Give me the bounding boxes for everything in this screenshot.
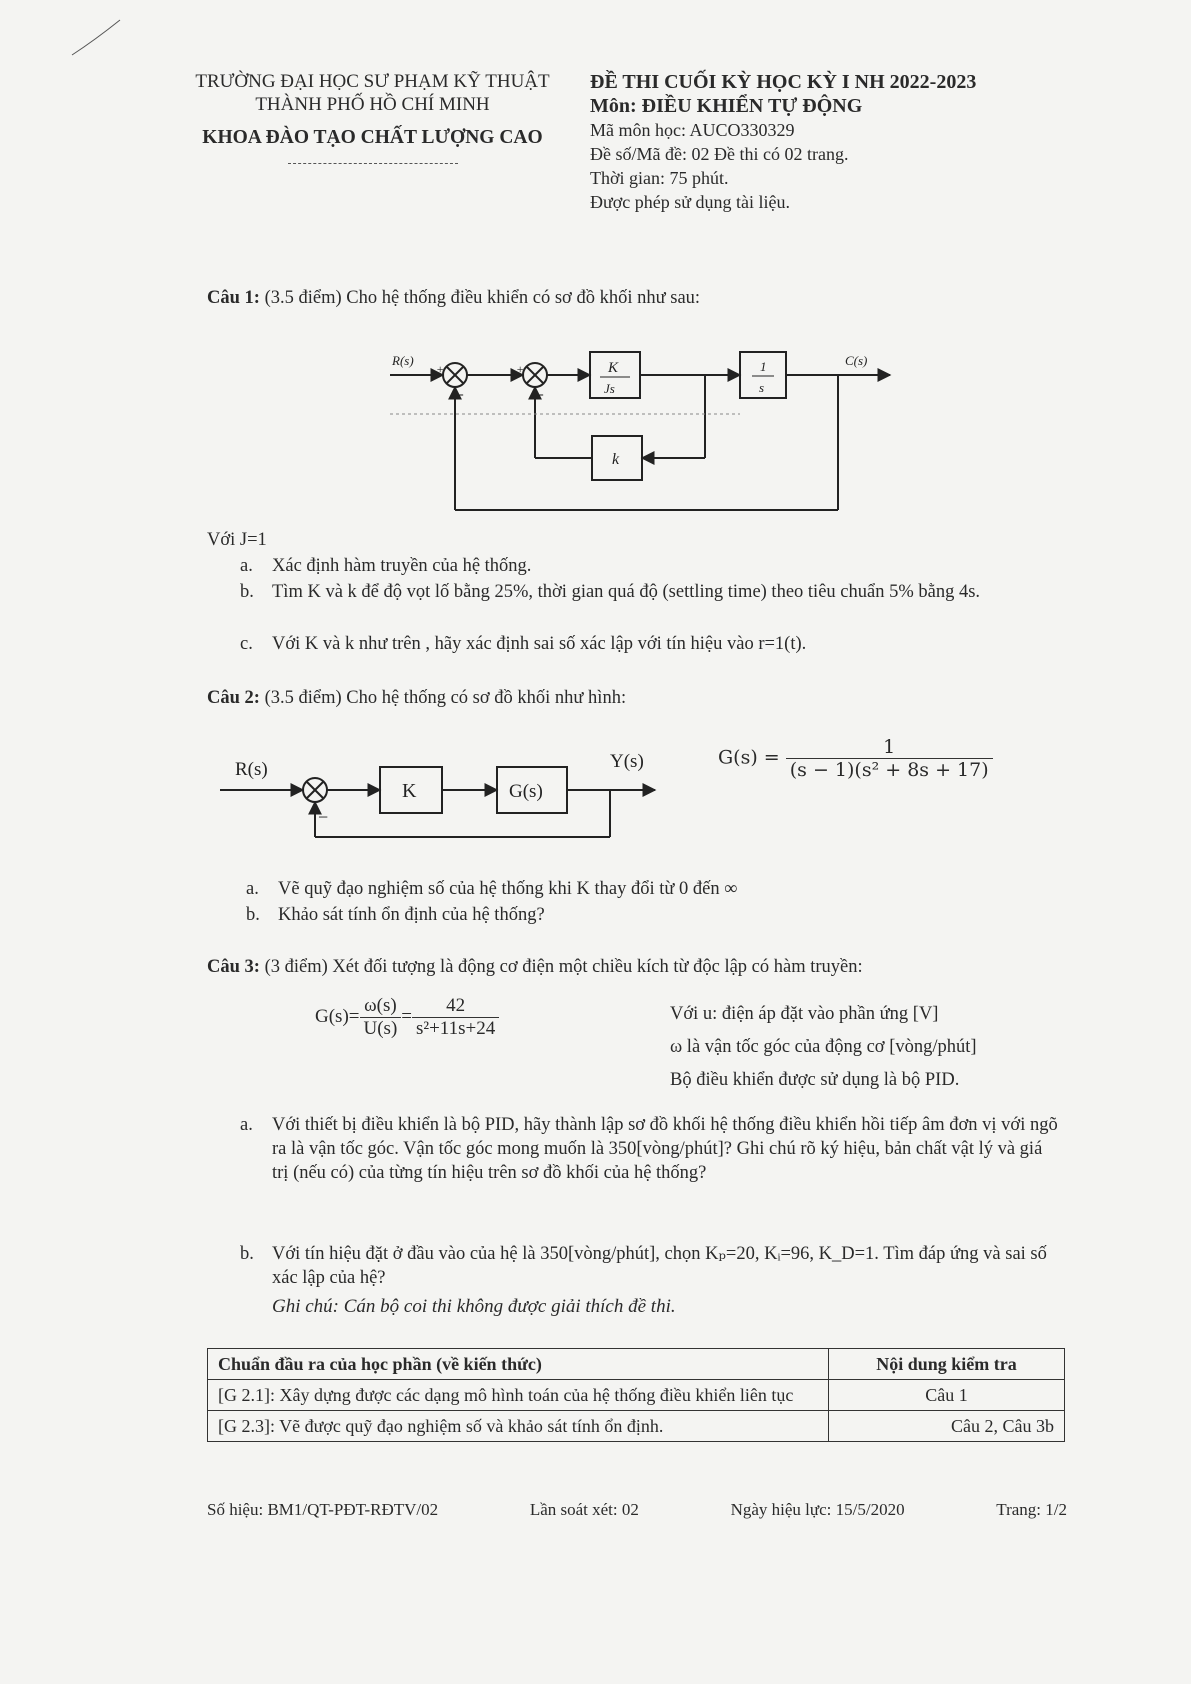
pen-mark: [70, 10, 130, 60]
page-footer: [207, 1500, 1067, 1520]
q2-eq-num: 1: [786, 736, 993, 759]
q2-title: Câu 2:: [207, 688, 260, 708]
q2-block-diagram: [215, 745, 665, 845]
item-text: Với thiết bị điều khiển là bộ PID, hãy thành lập sơ đồ khối hệ thống điều khiển hồi tiếp âm đơn vị với ngõ ra là vận tốc góc. Vận tốc góc mong muốn là 350[vòng/phút]? Ghi chú rõ ký hiệu, bản chất vật lý và giá trị (nếu có) của từng tín hiệu trên sơ đồ khối của hệ thống?: [272, 1115, 1058, 1183]
q2-input-label: R(s): [235, 759, 268, 780]
table-header-row: [208, 1349, 1065, 1380]
item-text: Xác định hàm truyền của hệ thống.: [272, 556, 532, 576]
table-header: Chuẩn đầu ra của học phần (về kiến thức): [208, 1349, 829, 1380]
q2-equation: [718, 736, 993, 781]
q1-input-label: R(s): [392, 353, 414, 368]
q1-block-diagram: [390, 340, 910, 520]
q2-eq-lhs: G(s) =: [718, 746, 780, 769]
q1-given: Với J=1: [207, 530, 267, 550]
q1-feedback-k: k: [612, 451, 620, 468]
q3-prompt: [207, 955, 1067, 979]
q2-block-k: K: [402, 780, 417, 802]
school-header: [170, 70, 575, 164]
footer-doc-no: Số hiệu: BM1/QT-PĐT-RĐTV/02: [207, 1500, 439, 1519]
q1-block2-num: 1: [760, 359, 767, 374]
item-label: c.: [240, 634, 253, 654]
q3-notes: [670, 998, 1070, 1097]
item-label: a.: [240, 556, 253, 576]
header-divider: [288, 163, 458, 164]
q1-output-label: C(s): [845, 353, 868, 368]
table-cell: [G 2.3]: Vẽ được quỹ đạo nghiệm số và khảo sát tính ổn định.: [208, 1411, 829, 1442]
q3-item-a: [240, 1113, 1066, 1185]
table-cell: Câu 2, Câu 3b: [829, 1411, 1065, 1442]
q3-frac1-num: ω(s): [360, 995, 402, 1018]
q1-title: Câu 1:: [207, 288, 260, 308]
footer-page-number: Trang: 1/2: [996, 1500, 1067, 1519]
item-label: b.: [240, 1244, 254, 1264]
q3-text: Xét đối tượng là động cơ điện một chiều kích từ độc lập có hàm truyền:: [332, 957, 863, 977]
q3-eq-sign: =: [401, 1005, 412, 1027]
q3-item-b: [240, 1242, 1066, 1290]
q3-eq-lhs: G(s)=: [315, 1005, 360, 1027]
q3-equation: [315, 995, 499, 1040]
materials-note: Được phép sử dụng tài liệu.: [590, 192, 790, 212]
q1-item-a: [240, 554, 1066, 578]
q2-item-b: [246, 903, 1072, 927]
table-header: Nội dung kiểm tra: [829, 1349, 1065, 1380]
q2-output-label: Y(s): [610, 751, 644, 772]
exam-title: ĐỀ THI CUỐI KỲ HỌC KỲ I NH 2022-2023: [590, 71, 977, 93]
item-text: Tìm K và k để độ vọt lố bằng 25%, thời gian quá độ (settling time) theo tiêu chuẩn 5% bằng 4s.: [272, 582, 981, 602]
q3-title: Câu 3:: [207, 957, 260, 977]
q3-frac2-num: 42: [412, 995, 499, 1018]
outcomes-table: [207, 1348, 1065, 1442]
q1-block1-num: K: [608, 360, 619, 376]
q3-note-omega: ω là vận tốc góc của động cơ [vòng/phút]: [670, 1037, 977, 1057]
item-label: a.: [246, 879, 259, 899]
item-label: b.: [240, 582, 254, 602]
subject: Môn: ĐIỀU KHIỂN TỰ ĐỘNG: [590, 95, 863, 117]
q2-block-g: G(s): [509, 781, 543, 802]
exam-header: [590, 70, 1070, 214]
school-line2: THÀNH PHỐ HỒ CHÍ MINH: [255, 94, 490, 115]
q1-points: (3.5 điểm): [264, 288, 342, 308]
footer-effective-date: Ngày hiệu lực: 15/5/2020: [730, 1500, 905, 1519]
q3-frac2-den: s²+11s+24: [416, 1018, 496, 1039]
school-line1: TRƯỜNG ĐẠI HỌC SƯ PHẠM KỸ THUẬT: [195, 71, 550, 92]
exam-time: Thời gian: 75 phút.: [590, 168, 729, 188]
q1-sum1-plus: +: [436, 362, 445, 376]
table-row: [208, 1380, 1065, 1411]
q3-note-u: Với u: điện áp đặt vào phần ứng [V]: [670, 1004, 939, 1024]
item-text: Khảo sát tính ổn định của hệ thống?: [278, 905, 545, 925]
q1-prompt: [207, 286, 1067, 310]
q1-item-b: [240, 580, 1066, 604]
faculty-name: KHOA ĐÀO TẠO CHẤT LƯỢNG CAO: [202, 127, 543, 148]
table-cell: [G 2.1]: Xây dựng được các dạng mô hình toán của hệ thống điều khiển liên tục: [208, 1380, 829, 1411]
q1-sum1-minus: -: [459, 387, 464, 402]
q2-sum-minus: −: [318, 807, 329, 827]
exam-code: Đề số/Mã đề: 02 Đề thi có 02 trang.: [590, 144, 849, 164]
q3-frac1-den: U(s): [363, 1018, 398, 1039]
q2-text: Cho hệ thống có sơ đồ khối như hình:: [346, 688, 627, 708]
q1-sum2-plus: +: [516, 362, 525, 376]
item-text: Với tín hiệu đặt ở đầu vào của hệ là 350[vòng/phút], chọn Kₚ=20, Kᵢ=96, K_D=1. Tìm đáp ứng và sai số xác lập của hệ?: [272, 1244, 1047, 1288]
q3-points: (3 điểm): [264, 957, 328, 977]
q1-sum2-minus: -: [539, 387, 544, 402]
q1-block2-den: s: [759, 380, 765, 395]
q1-item-c: [240, 632, 1066, 656]
table-row: [208, 1411, 1065, 1442]
table-cell: Câu 1: [829, 1380, 1065, 1411]
q1-text: Cho hệ thống điều khiển có sơ đồ khối như sau:: [346, 288, 701, 308]
item-label: b.: [246, 905, 260, 925]
course-code: Mã môn học: AUCO330329: [590, 120, 795, 140]
item-label: a.: [240, 1115, 253, 1135]
q2-item-a: [246, 877, 1072, 901]
footer-revision: Lần soát xét: 02: [529, 1500, 639, 1519]
item-text: Vẽ quỹ đạo nghiệm số của hệ thống khi K thay đổi từ 0 đến ∞: [278, 879, 738, 899]
q2-eq-den: (s − 1)(s² + 8s + 17): [789, 759, 989, 781]
q2-prompt: [207, 686, 1067, 710]
q3-proctor-note: Ghi chú: Cán bộ coi thi không được giải thích đề thi.: [272, 1296, 676, 1317]
q2-points: (3.5 điểm): [264, 688, 342, 708]
item-text: Với K và k như trên , hãy xác định sai số xác lập với tín hiệu vào r=1(t).: [272, 634, 807, 654]
q3-note-pid: Bộ điều khiển được sử dụng là bộ PID.: [670, 1070, 960, 1090]
q1-block1-den: Js: [604, 381, 615, 396]
